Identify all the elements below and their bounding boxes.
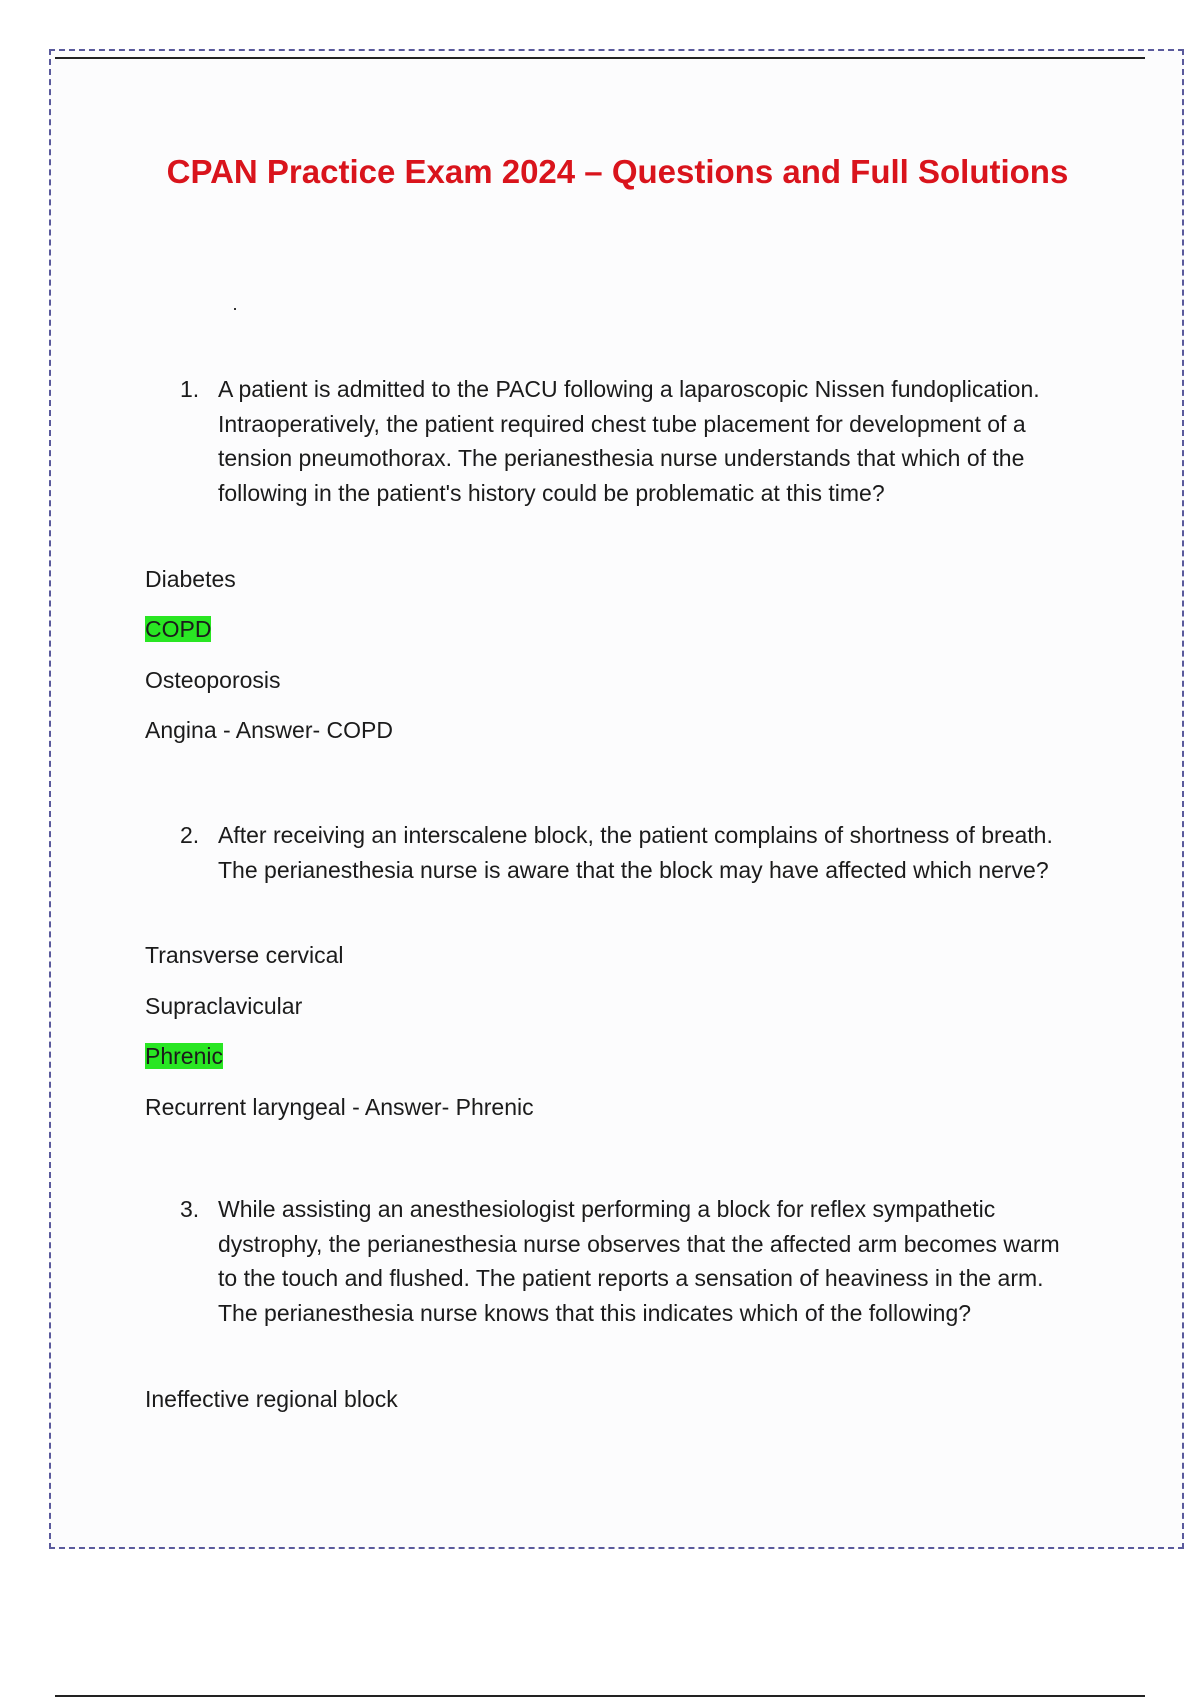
document-title: CPAN Practice Exam 2024 – Questions and Full Solutions bbox=[166, 153, 1069, 190]
question-2-option-4: Recurrent laryngeal - Answer- Phrenic bbox=[145, 1094, 534, 1120]
question-1-option-4: Angina - Answer- COPD bbox=[145, 717, 393, 743]
question-2 bbox=[180, 818, 1080, 887]
question-3-text: While assisting an anesthesiologist performing a block for reflex sympathetic dystrophy, the perianesthesia nurse observes that the affected arm becomes warm to the touch and flushed. The patient reports a sensation of heaviness in the arm. The perianesthesia nurse knows that this indicates which of the following? bbox=[218, 1196, 1060, 1326]
question-3-number: 3. bbox=[180, 1196, 200, 1222]
question-2-number: 2. bbox=[180, 822, 200, 848]
bottom-rule bbox=[55, 1695, 1145, 1697]
top-rule bbox=[55, 57, 1145, 59]
question-2-option-2: Supraclavicular bbox=[145, 993, 303, 1019]
question-3-option-1: Ineffective regional block bbox=[145, 1386, 398, 1412]
question-1-number: 1. bbox=[180, 376, 200, 402]
question-1-option-2 bbox=[145, 613, 211, 645]
question-1-text: A patient is admitted to the PACU following a laparoscopic Nissen fundoplication. Intraoperatively, the patient required chest tube placement for development of a tension pneumothorax. The perianesthesia nurse understands that which of the following in the patient's history could be problematic at this time? bbox=[218, 376, 1040, 506]
question-1-option-1: Diabetes bbox=[145, 566, 236, 592]
question-2-option-3 bbox=[145, 1040, 223, 1072]
question-2-option-1: Transverse cervical bbox=[145, 942, 344, 968]
question-2-text: After receiving an interscalene block, the patient complains of shortness of breath. The perianesthesia nurse is aware that the block may have affected which nerve? bbox=[218, 822, 1053, 883]
question-2-highlighted-answer: Phrenic bbox=[145, 1043, 223, 1069]
question-1 bbox=[180, 372, 1080, 510]
question-1-option-3: Osteoporosis bbox=[145, 667, 281, 693]
question-1-highlighted-answer: COPD bbox=[145, 616, 212, 642]
stray-mark bbox=[234, 308, 236, 310]
question-3 bbox=[180, 1192, 1080, 1330]
